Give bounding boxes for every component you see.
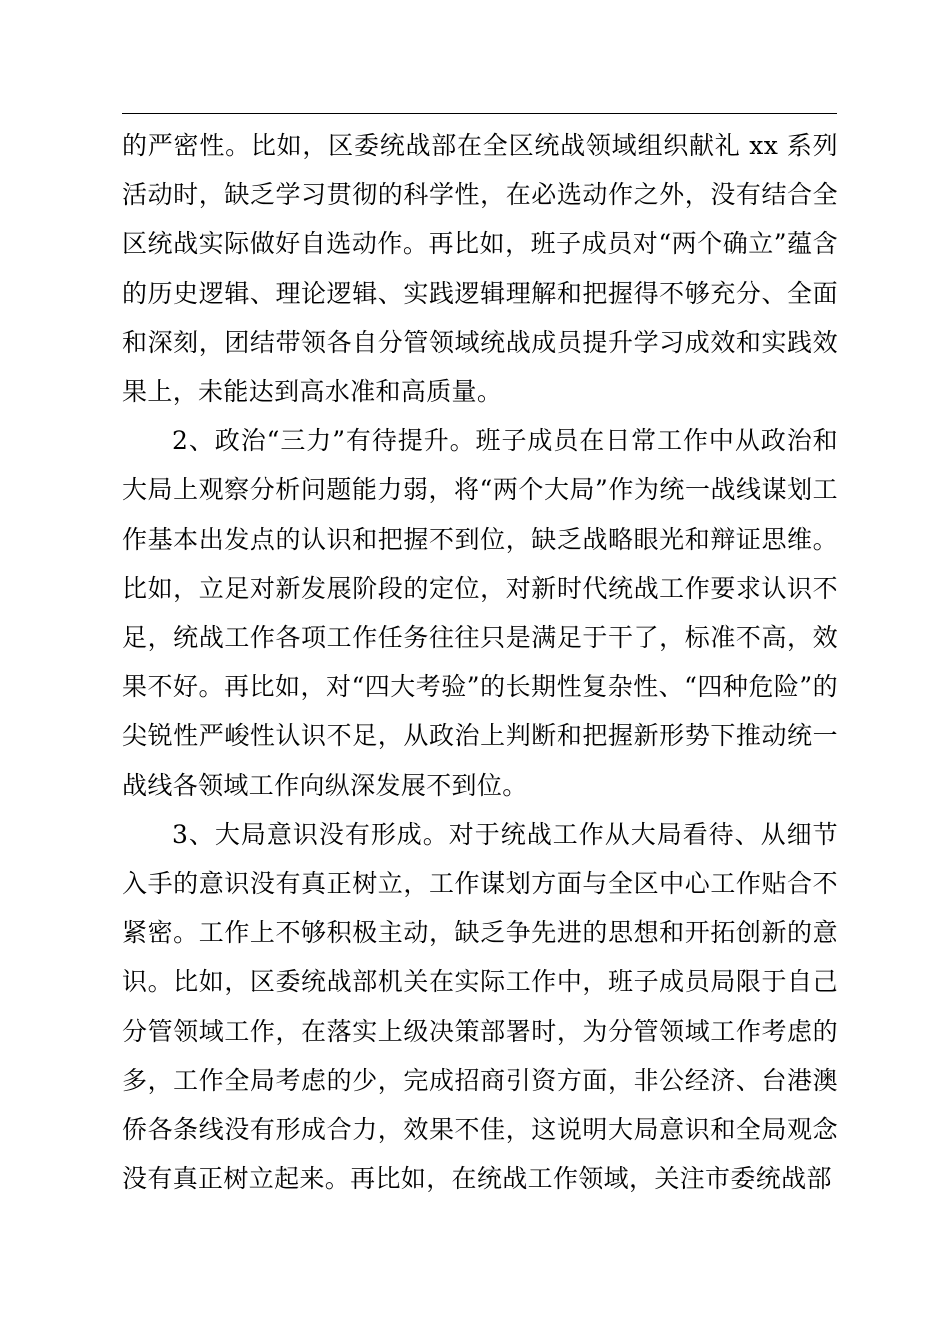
paragraph-item-3: 3、大局意识没有形成。对于统战工作从大局看待、从细节入手的意识没有真正树立，工作谋划方面与全区中心工作贴合不紧密。工作上不够积极主动，缺乏争先进的思想和开拓创新的意识。比如，区委统战部机关在实际工作中，班子成员局限于自己分管领域工作，在落实上级决策部署时，为分管领域工作考虑的多，工作全局考虑的少，完成招商引资方面，非公经济、台港澳侨各条线没有形成合力，效果不佳，这说明大局意识和全局观念没有真正树立起来。再比如，在统战工作领域，关注市委统战部: [122, 819, 838, 1194]
header-rule: [122, 113, 837, 114]
paragraph-continuation: 的严密性。比如，区委统战部在全区统战领域组织献礼 xx 系列活动时，缺乏学习贯彻的科学性，在必选动作之外，没有结合全区统战实际做好自选动作。再比如，班子成员对“两个确立”蕴含的历史逻辑、理论逻辑、实践逻辑理解和把握得不够充分、全面和深刻，团结带领各自分管领域统战成员提升学习成效和实践效果上，未能达到高水准和高质量。: [122, 131, 838, 407]
document-body: [122, 121, 838, 1203]
paragraph-item-2: 2、政治“三力”有待提升。班子成员在日常工作中从政治和大局上观察分析问题能力弱，将“两个大局”作为统一战线谋划工作基本出发点的认识和把握不到位，缺乏战略眼光和辩证思维。比如，立足对新发展阶段的定位，对新时代统战工作要求认识不足，统战工作各项工作任务往往只是满足于干了，标准不高，效果不好。再比如，对“四大考验”的长期性复杂性、“四种危险”的尖锐性严峻性认识不足，从政治上判断和把握新形势下推动统一战线各领域工作向纵深发展不到位。: [122, 426, 838, 800]
